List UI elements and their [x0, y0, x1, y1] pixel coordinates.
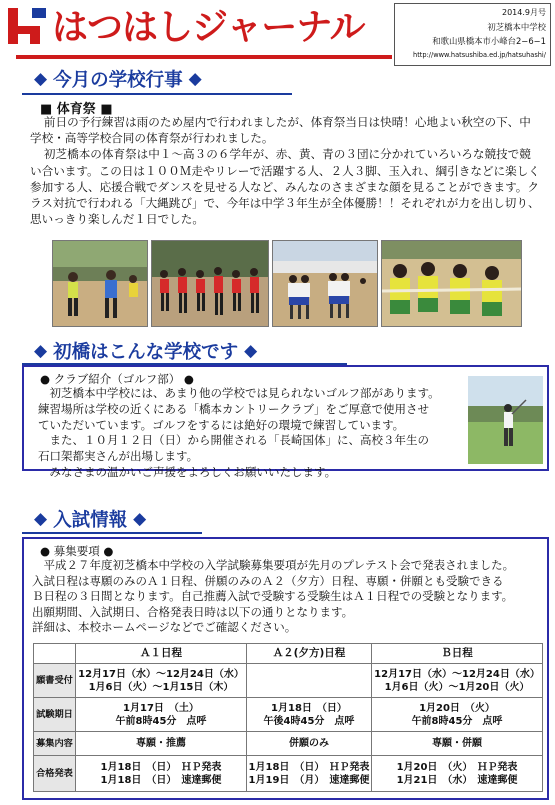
text-line: 詳細は、本校ホームページなどでご確認ください。 [32, 620, 297, 635]
section-title-school-intro: ◆ 初橋はこんな学校です ◆ [34, 341, 258, 363]
table-row [34, 664, 543, 698]
column-header: Ｂ日程 [372, 644, 543, 664]
text-line: 練習場所は学校の近くにある「橋本カントリークラブ」をご厚意で使用させ [38, 401, 429, 416]
cheer-dance-photo [151, 240, 269, 327]
admissions-box [22, 537, 549, 800]
club-intro-box [22, 365, 549, 479]
text-line: 入試日程は専願のみのＡ１日程、併願のみのＡ２（夕方）日程、専願・併願とも受験できる [32, 573, 504, 588]
school-address: 和歌山県橋本市小峰台2−6−1 [432, 36, 546, 46]
table-header-row [34, 644, 543, 664]
sports-day-body [30, 114, 540, 227]
admissions-body [32, 558, 546, 636]
table-cell: 専願・推薦 [76, 732, 247, 756]
row-header: 募集内容 [34, 732, 76, 756]
paragraph: 前日の予行練習は雨のため屋内で行われましたが、体育祭当日は快晴！心地よい秋空の下、中学校・高等学校合同の体育祭が行われました。 [30, 115, 531, 146]
three-legged-race-photo [272, 240, 378, 327]
table-cell: 1月20日 （火） ＨＰ発表 1月21日 （水） 速達郵便 [372, 756, 543, 792]
diamond-icon: ◆ [133, 509, 147, 529]
issue-info-box [394, 3, 551, 66]
table-cell [246, 664, 371, 698]
diamond-icon: ◆ [34, 509, 48, 529]
row-header: 合格発表 [34, 756, 76, 792]
school-name: 初芝橋本中学校 [487, 22, 546, 32]
table-cell: 1月17日 （土） 午前8時45分 点呼 [76, 698, 247, 732]
issue-date: 2014.9月号 [502, 8, 546, 17]
text-line: ていただいています。ゴルフをするには絶好の環境で練習しています。 [38, 417, 405, 432]
column-header: Ａ２(夕方)日程 [246, 644, 371, 664]
section-rule [22, 532, 202, 534]
text-line: また、１０月１２日（日）から開催される「長崎国体」に、高校３年生の [49, 433, 429, 448]
sports-day-heading: ■ 体育祭 ■ [40, 102, 113, 117]
table-cell: 1月18日 （日） ＨＰ発表 1月19日 （月） 速達郵便 [246, 756, 371, 792]
table-cell: 1月20日 （火） 午前8時45分 点呼 [372, 698, 543, 732]
text-line: みなさまの温かいご声援をよろしくお願いいたします。 [49, 464, 337, 479]
diamond-icon: ◆ [34, 69, 48, 89]
row-header: 試験期日 [34, 698, 76, 732]
golfer-photo [468, 376, 543, 464]
section-rule [22, 93, 292, 95]
text-line: Ｂ日程の３日間となります。自己推薦入試で受験する受験生はＡ１日程での受験となります。 [32, 589, 514, 604]
text-line: 出願期間、入試期日、合格発表日時は以下の通りとなります。 [32, 604, 354, 619]
table-cell: 併願のみ [246, 732, 371, 756]
admissions-heading: ● 募集要項 ● [40, 544, 114, 558]
table-row [34, 698, 543, 732]
club-body [38, 386, 468, 481]
school-url[interactable]: http://www.hatsushiba.ed.jp/hatsuhashi/ [413, 51, 546, 59]
header-rule [16, 55, 392, 59]
table-corner [34, 644, 76, 664]
row-header: 願書受付 [34, 664, 76, 698]
column-header: Ａ１日程 [76, 644, 247, 664]
relay-race-photo [52, 240, 148, 327]
exam-schedule-table [33, 643, 543, 792]
section-title-admissions: ◆ 入試情報 ◆ [34, 509, 147, 531]
tug-of-war-photo [381, 240, 522, 327]
text-line: 初芝橋本中学校には、あまり他の学校では見られないゴルフ部があります。 [49, 386, 440, 400]
newsletter-title: はつはしジャーナル [52, 7, 365, 48]
diamond-icon: ◆ [244, 341, 258, 361]
diamond-icon: ◆ [188, 69, 202, 89]
table-row [34, 732, 543, 756]
club-heading: ● クラブ紹介（ゴルフ部） ● [40, 372, 194, 386]
diamond-icon: ◆ [34, 341, 48, 361]
table-row [34, 756, 543, 792]
table-cell: 1月18日 （日） ＨＰ発表 1月18日 （日） 速達郵便 [76, 756, 247, 792]
paragraph: 初芝橋本の体育祭は中１〜高３の６学年が、赤、黄、青の３団に分かれていろいろな競技で競い合います。この日は１００Ｍ走やリレーで活躍する人、２人３脚、玉入れ、綱引きなどに楽しく参加する人、応援合戦でダンスを見せる人など、みんなのさまざまな顔を見ることができます。クラス対抗で行われる「大縄跳び」で、今年は中学３年生が全体優勝！！それぞれが力を出し切り、思いっきり楽しんだ１日でした。 [30, 147, 540, 227]
school-logo-icon [6, 6, 48, 46]
text-line: 石口架都実さんが出場します。 [38, 449, 199, 464]
masthead [4, 4, 390, 56]
table-cell: 12月17日（水）〜12月24日（水） 1月6日（火）〜1月15日（木） [76, 664, 247, 698]
table-cell: 1月18日 （日） 午後4時45分 点呼 [246, 698, 371, 732]
table-cell: 12月17日（水）〜12月24日（水） 1月6日（火）〜1月20日（火） [372, 664, 543, 698]
text-line: 平成２７年度初芝橋本中学校の入学試験募集要項が先月のプレテスト会で発表されました。 [43, 558, 515, 572]
sports-day-photos [52, 240, 522, 327]
section-title-events: ◆ 今月の学校行事 ◆ [34, 69, 202, 91]
table-cell: 専願・併願 [372, 732, 543, 756]
